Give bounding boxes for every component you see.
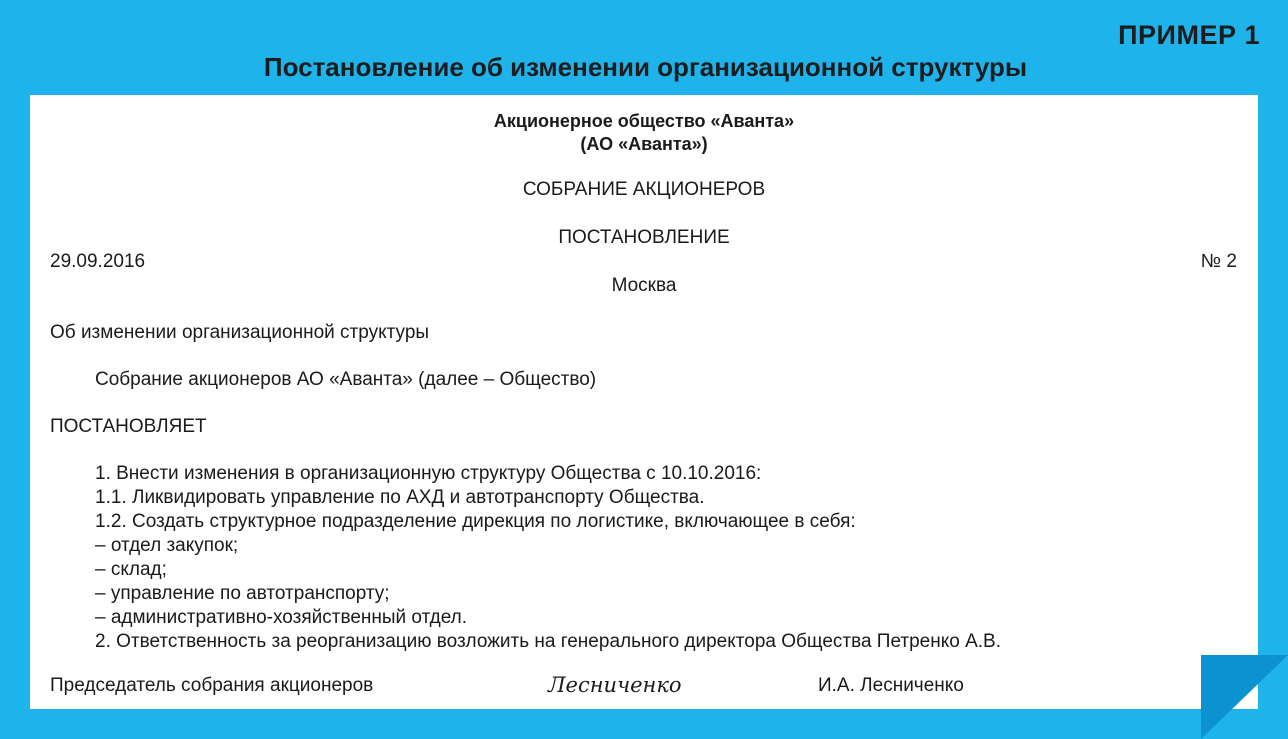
example-label: ПРИМЕР 1 bbox=[1118, 20, 1260, 50]
resolves-heading: ПОСТАНОВЛЯЕТ bbox=[50, 416, 207, 437]
handwritten-signature: Лесниченко bbox=[548, 673, 682, 697]
list-item: 1.2. Создать структурное подразделение дирекция по логистике, включающее в себя: bbox=[95, 511, 856, 532]
organization-short-name: (АО «Аванта») bbox=[580, 134, 708, 154]
document-date: 29.09.2016 bbox=[50, 251, 146, 272]
page-title: Постановление об изменении организационной структуры bbox=[263, 52, 1028, 82]
document-city: Москва bbox=[611, 275, 677, 296]
document-sheet bbox=[30, 95, 1258, 709]
list-item: 1.1. Ликвидировать управление по АХД и автотранспорту Общества. bbox=[95, 487, 705, 508]
document-type: ПОСТАНОВЛЕНИЕ bbox=[558, 227, 730, 248]
list-item: 2. Ответственность за реорганизацию возложить на генерального директора Общества Петренко А.В. bbox=[95, 631, 1002, 652]
meeting-heading: СОБРАНИЕ АКЦИОНЕРОВ bbox=[522, 179, 766, 200]
organization-name bbox=[30, 110, 1258, 156]
document-preamble: Собрание акционеров АО «Аванта» (далее – Общество) bbox=[95, 369, 597, 390]
resolution-items bbox=[95, 462, 1001, 654]
document-number: № 2 bbox=[1200, 251, 1237, 272]
list-item: – административно-хозяйственный отдел. bbox=[95, 607, 468, 628]
list-item: – отдел закупок; bbox=[95, 535, 239, 556]
list-item: – склад; bbox=[95, 559, 167, 580]
document-subject: Об изменении организационной структуры bbox=[50, 322, 430, 343]
signatory-role: Председатель собрания акционеров bbox=[50, 675, 374, 696]
signatory-name: И.А. Лесниченко bbox=[818, 675, 964, 696]
list-item: 1. Внести изменения в организационную структуру Общества с 10.10.2016: bbox=[95, 463, 762, 484]
organization-full-name: Акционерное общество «Аванта» bbox=[493, 111, 795, 131]
page-fold-corner bbox=[1201, 655, 1288, 739]
list-item: – управление по автотранспорту; bbox=[95, 583, 390, 604]
